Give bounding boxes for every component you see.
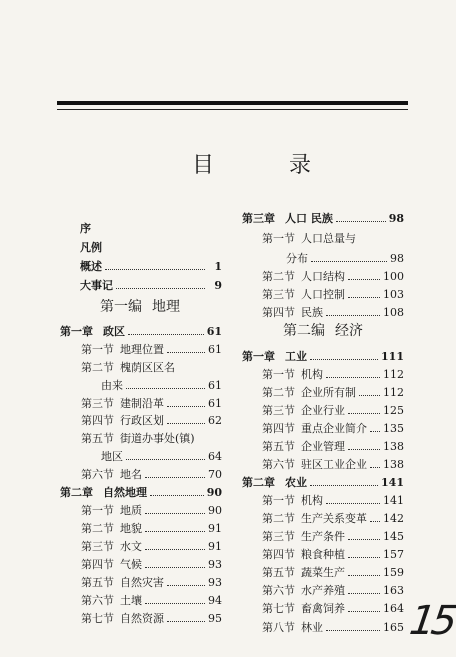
toc-entry [81, 503, 222, 519]
entry-label: 第六节 [262, 458, 295, 471]
dot-leader [326, 314, 380, 316]
entry-label: 第四节 [262, 306, 295, 319]
entry-title: 畜禽饲养 [301, 602, 345, 615]
entry-label: 第一节 [81, 504, 114, 517]
entry-title: 林业 [301, 621, 323, 634]
page-number: 64 [208, 450, 222, 463]
toc-entry [262, 529, 404, 545]
page-number: 98 [390, 252, 404, 265]
toc-entry [262, 439, 404, 455]
dot-leader [348, 412, 380, 414]
page-number: 70 [208, 468, 222, 481]
entry-title: 序 [80, 222, 91, 235]
entry-label: 第三节 [81, 540, 114, 553]
dot-leader [348, 556, 380, 558]
dot-leader [310, 484, 378, 486]
dot-leader [311, 260, 387, 262]
entry-label: 第五节 [262, 566, 295, 579]
toc-entry [262, 367, 404, 383]
toc-entry [262, 583, 404, 599]
entry-label: 第一节 [262, 494, 295, 507]
page-number: 141 [381, 476, 404, 489]
toc-front-entry [80, 240, 102, 256]
entry-title: 民族 [301, 306, 323, 319]
dot-leader [348, 610, 380, 612]
toc-entry [262, 269, 404, 285]
toc-chapter [60, 485, 222, 501]
entry-title: 凡例 [80, 241, 102, 254]
page-number: 165 [383, 621, 404, 634]
entry-title: 分布 [286, 252, 308, 265]
entry-title: 水文 [120, 540, 142, 553]
entry-title: 企业管理 [301, 440, 345, 453]
entry-title: 地貌 [120, 522, 142, 535]
toc-entry [262, 305, 404, 321]
entry-label: 第七节 [81, 612, 114, 625]
toc-entry [262, 620, 404, 636]
toc-front-entry [80, 221, 91, 237]
page-number: 138 [383, 440, 404, 453]
page-number: 62 [208, 414, 222, 427]
toc-entry [81, 521, 222, 537]
page-number: 142 [383, 512, 404, 525]
entry-title: 生产条件 [301, 530, 345, 543]
entry-label: 第五节 [262, 440, 295, 453]
entry-label: 第四节 [262, 548, 295, 561]
entry-label: 第二节 [81, 522, 114, 535]
entry-title: 自然资源 [120, 612, 164, 625]
entry-label: 第六节 [81, 468, 114, 481]
dot-leader [145, 548, 205, 550]
dot-leader [310, 358, 378, 360]
toc-entry [81, 467, 222, 483]
dot-leader [167, 620, 205, 622]
dot-leader [145, 512, 205, 514]
dot-leader [167, 351, 205, 353]
page-number: 103 [383, 288, 404, 301]
entry-label: 第六节 [262, 584, 295, 597]
entry-label: 第五节 [81, 576, 114, 589]
dot-leader [145, 476, 205, 478]
entry-title: 机构 [301, 494, 323, 507]
toc-front-entry [80, 259, 222, 275]
page-number: 112 [383, 386, 404, 399]
entry-title: 人口控制 [301, 288, 345, 301]
dot-leader [126, 458, 205, 460]
page-number: 100 [383, 270, 404, 283]
entry-label: 第三节 [262, 404, 295, 417]
entry-label: 第四节 [81, 558, 114, 571]
dot-leader [336, 220, 386, 222]
entry-title: 水产养殖 [301, 584, 345, 597]
toc-entry [262, 403, 404, 419]
entry-label: 第三节 [262, 288, 295, 301]
entry-title: 人口结构 [301, 270, 345, 283]
dot-leader [326, 629, 380, 631]
entry-title: 大事记 [80, 279, 113, 292]
header-rule-thick [57, 101, 408, 105]
entry-label: 第五节 [81, 432, 114, 445]
toc-entry [81, 360, 175, 376]
page-number: 164 [383, 602, 404, 615]
dot-leader [105, 268, 205, 270]
dot-leader [359, 394, 380, 396]
toc-entry [81, 431, 195, 447]
page-number: 108 [383, 306, 404, 319]
dot-leader [145, 566, 205, 568]
dot-leader [370, 430, 380, 432]
dot-leader [348, 448, 380, 450]
entry-title: 槐荫区区名 [120, 361, 175, 374]
entry-label: 第四节 [81, 414, 114, 427]
toc-chapter [242, 475, 404, 491]
toc-entry [262, 511, 404, 527]
part-heading [100, 298, 180, 316]
entry-title: 行政区划 [120, 414, 164, 427]
entry-label: 第八节 [262, 621, 295, 634]
page-number: 61 [208, 397, 222, 410]
page-number: 9 [214, 279, 222, 292]
page-number: 93 [208, 576, 222, 589]
entry-label: 第二节 [262, 512, 295, 525]
page-number: 163 [383, 584, 404, 597]
entry-label: 第一章 [60, 325, 93, 338]
toc-chapter [242, 211, 404, 227]
entry-title: 机构 [301, 368, 323, 381]
dot-leader [167, 422, 205, 424]
part-heading [283, 322, 363, 340]
page-number: 111 [381, 350, 404, 363]
toc-entry [262, 493, 404, 509]
entry-title: 农业 [285, 476, 307, 489]
dot-leader [326, 502, 380, 504]
toc-entry [81, 539, 222, 555]
entry-title: 气候 [120, 558, 142, 571]
toc-entry [81, 413, 222, 429]
toc-entry [262, 287, 404, 303]
page-number: 61 [208, 343, 222, 356]
page-number: 98 [388, 212, 404, 225]
toc-entry [262, 421, 404, 437]
toc-entry [262, 385, 404, 401]
page-number: 95 [208, 612, 222, 625]
page-number: 125 [383, 404, 404, 417]
entry-label: 第二节 [262, 386, 295, 399]
dot-leader [348, 296, 380, 298]
toc-chapter [60, 324, 222, 340]
toc-entry [81, 593, 222, 609]
entry-label: 第三章 [242, 212, 275, 225]
toc-entry [81, 575, 222, 591]
entry-title: 驻区工业企业 [301, 458, 367, 471]
toc-entry [262, 231, 356, 247]
dot-leader [116, 287, 205, 289]
page-number: 112 [383, 368, 404, 381]
entry-title: 地区 [101, 450, 123, 463]
entry-title: 政区 [103, 325, 125, 338]
dot-leader [370, 466, 380, 468]
dot-leader [348, 592, 380, 594]
toc-entry [262, 547, 404, 563]
page-number: 159 [383, 566, 404, 579]
entry-label: 第七节 [262, 602, 295, 615]
entry-label: 第四节 [262, 422, 295, 435]
entry-label: 第二章 [60, 486, 93, 499]
page-number: 90 [206, 486, 222, 499]
entry-label: 第二节 [262, 270, 295, 283]
toc-entry [101, 378, 222, 394]
toc-entry [81, 611, 222, 627]
entry-label: 第二章 [242, 476, 275, 489]
entry-title: 生产关系变革 [301, 512, 367, 525]
page-number: 157 [383, 548, 404, 561]
toc-entry [262, 457, 404, 473]
dot-leader [348, 278, 380, 280]
entry-title: 建制沿革 [120, 397, 164, 410]
page-title: 目 录 [192, 153, 345, 178]
toc-entry [101, 449, 222, 465]
entry-title: 工业 [285, 350, 307, 363]
toc-entry [81, 396, 222, 412]
entry-label: 第一节 [262, 368, 295, 381]
entry-label: 第三节 [262, 530, 295, 543]
page-number: 61 [206, 325, 222, 338]
entry-title: 人口总量与 [301, 232, 356, 245]
entry-title: 企业所有制 [301, 386, 356, 399]
toc-front-entry [80, 278, 222, 294]
entry-title: 企业行业 [301, 404, 345, 417]
page-number: 61 [208, 379, 222, 392]
toc-entry [262, 565, 404, 581]
entry-title: 街道办事处(镇) [120, 432, 195, 445]
entry-label: 第六节 [81, 594, 114, 607]
entry-title: 地理位置 [120, 343, 164, 356]
entry-title: 概述 [80, 260, 102, 273]
dot-leader [145, 602, 205, 604]
dot-leader [150, 494, 204, 496]
entry-title: 由来 [101, 379, 123, 392]
toc-entry [81, 342, 222, 358]
dot-leader [167, 584, 205, 586]
toc-entry [286, 251, 404, 267]
toc-chapter [242, 349, 404, 365]
handwritten-page-number: 15 [406, 598, 456, 644]
entry-title: 地质 [120, 504, 142, 517]
toc-entry [81, 557, 222, 573]
page-number: 91 [208, 540, 222, 553]
dot-leader [167, 405, 205, 407]
entry-title: 自然灾害 [120, 576, 164, 589]
part-title: 经济 [335, 323, 363, 339]
dot-leader [326, 376, 380, 378]
page-number: 145 [383, 530, 404, 543]
entry-title: 人口 民族 [285, 212, 333, 225]
page-number: 91 [208, 522, 222, 535]
page-number: 93 [208, 558, 222, 571]
entry-label: 第三节 [81, 397, 114, 410]
dot-leader [126, 387, 205, 389]
entry-title: 土壤 [120, 594, 142, 607]
dot-leader [348, 538, 380, 540]
dot-leader [128, 333, 204, 335]
page-number: 135 [383, 422, 404, 435]
page-number: 90 [208, 504, 222, 517]
part-title: 地理 [152, 299, 180, 315]
page-number: 138 [383, 458, 404, 471]
entry-label: 第二节 [81, 361, 114, 374]
dot-leader [348, 574, 380, 576]
page-number: 141 [383, 494, 404, 507]
part-number: 第二编 [283, 323, 325, 339]
entry-title: 自然地理 [103, 486, 147, 499]
toc-entry [262, 601, 404, 617]
entry-label: 第一章 [242, 350, 275, 363]
entry-title: 地名 [120, 468, 142, 481]
header-rule-thin [57, 109, 408, 110]
dot-leader [145, 530, 205, 532]
entry-title: 重点企业简介 [301, 422, 367, 435]
entry-label: 第一节 [81, 343, 114, 356]
entry-label: 第一节 [262, 232, 295, 245]
entry-title: 粮食种植 [301, 548, 345, 561]
entry-title: 蔬菜生产 [301, 566, 345, 579]
page-number: 94 [208, 594, 222, 607]
dot-leader [370, 520, 380, 522]
page-number: 1 [214, 260, 222, 273]
part-number: 第一编 [100, 299, 142, 315]
